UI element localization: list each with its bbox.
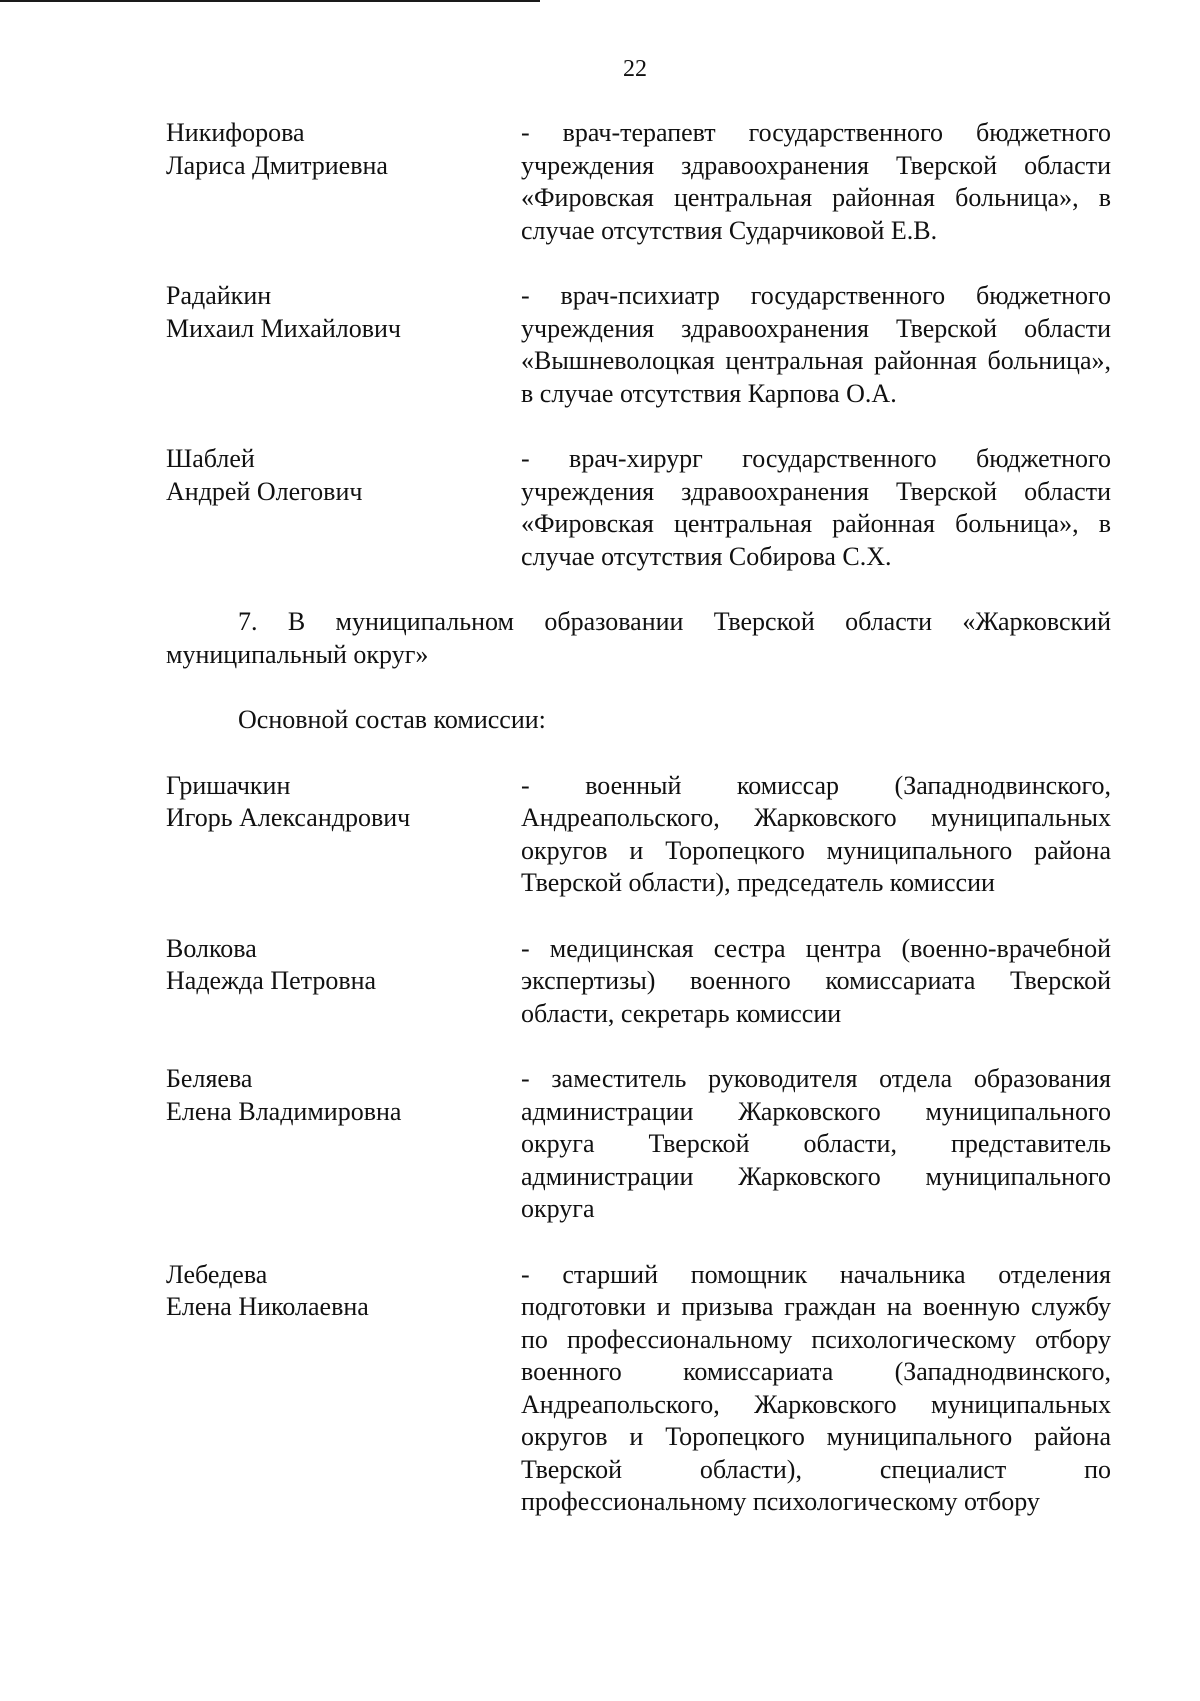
member-surname: Беляева [166,1064,253,1093]
member-entry-lebedeva [166,1259,1111,1519]
document-body [166,117,1111,1519]
member-surname: Шаблей [166,444,255,473]
member-given-names: Елена Владимировна [166,1096,402,1126]
member-role: - медицинская сестра центра (военно-врачебной экспертизы) военного комиссариата Тверской области, секретарь комиссии [521,933,1111,1028]
member-name [166,117,521,247]
member-surname: Радайкин [166,281,272,310]
section-heading: 7. В муниципальном образовании Тверской области «Жарковский муниципальный округ» [166,607,1111,669]
member-name [166,770,521,900]
member-surname: Волкова [166,933,257,963]
member-role: - врач-терапевт государственного бюджетного учреждения здравоохранения Тверской области «Фировская центральная районная больница», в случае отсутствия Сударчиковой Е.В. [521,118,1111,245]
member-name [166,933,521,1031]
member-entry-grishachkin [166,770,1111,900]
member-entry-volkova [166,933,1111,1031]
member-entry-shablei [166,443,1111,573]
member-entry-belyaeva [166,1063,1111,1226]
member-role: - врач-психиатр государственного бюджетного учреждения здравоохранения Тверской области «Вышневолоцкая центральная районная больница», в случае отсутствия Карпова О.А. [521,281,1111,408]
member-name [166,1063,521,1226]
commission-subheading: Основной состав комиссии: [238,705,546,734]
member-given-names: Елена Николаевна [166,1292,369,1321]
member-given-names: Игорь Александрович [166,803,411,832]
member-given-names: Надежда Петровна [166,966,377,995]
top-rule [0,0,540,2]
page-number: 22 [623,56,647,82]
member-role: - заместитель руководителя отдела образования администрации Жарковского муниципального округа Тверской области, представитель администрации Жарковского муниципального округа [521,1064,1111,1223]
member-name [166,443,521,573]
member-given-names: Андрей Олегович [166,476,363,506]
member-surname: Лебедева [166,1259,268,1289]
member-role: - старший помощник начальника отделения подготовки и призыва граждан на военную службу по профессиональному психологическому отбору военного комиссариата (Западнодвинского, Андреапольского, Жарковского муниципальных округов и Торопецкого муниципального района Тверской области), специалист по профессиональному психологическому отбору [521,1259,1111,1516]
member-entry-nikiforova [166,117,1111,247]
member-entry-radaikin [166,280,1111,410]
member-given-names: Михаил Михайлович [166,313,402,343]
member-given-names: Лариса Дмитриевна [166,150,388,180]
member-name [166,1259,521,1519]
member-surname: Гришачкин [166,770,291,800]
member-surname: Никифорова [166,118,305,147]
member-role: - врач-хирург государственного бюджетного учреждения здравоохранения Тверской области «Фировская центральная районная больница», в случае отсутствия Собирова С.Х. [521,444,1111,571]
member-role: - военный комиссар (Западнодвинского, Андреапольского, Жарковского муниципальных округов и Торопецкого муниципального района Тверской области), председатель комиссии [521,770,1111,897]
member-name [166,280,521,410]
